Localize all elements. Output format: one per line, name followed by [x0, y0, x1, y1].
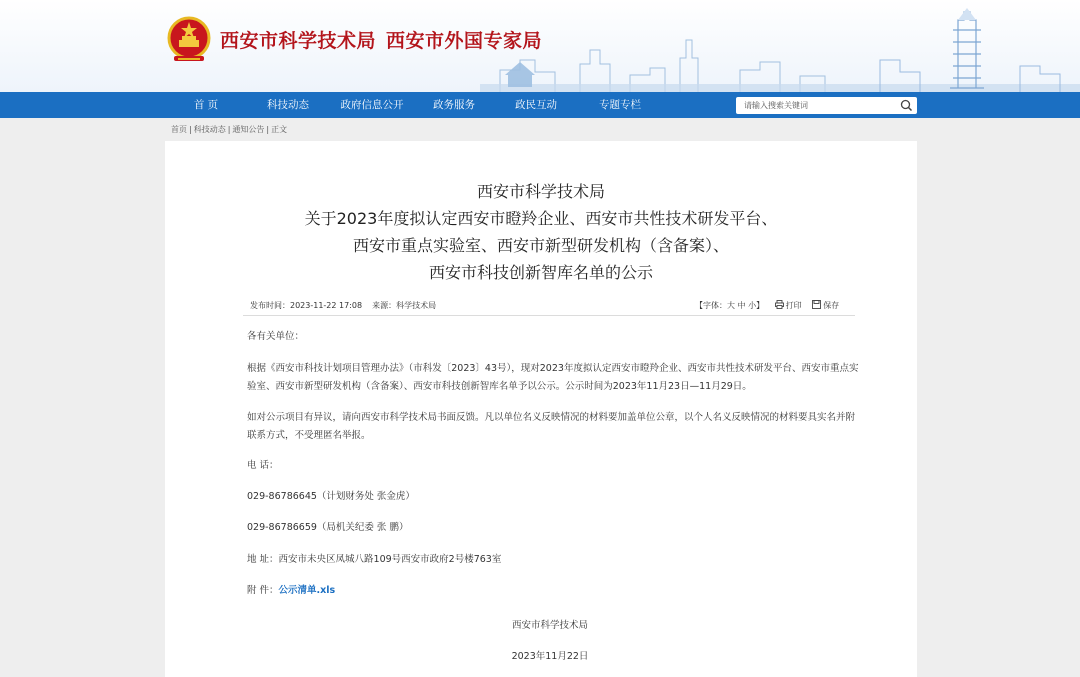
- signature: 西安市科学技术局: [511, 620, 588, 631]
- search-icon[interactable]: [900, 99, 913, 112]
- nav-gov-info[interactable]: 政府信息公开: [340, 99, 404, 111]
- city-skyline-decoration: [480, 0, 1080, 92]
- nav-special-topics[interactable]: 专题专栏: [599, 99, 641, 111]
- nav-home[interactable]: 首 页: [193, 99, 219, 111]
- phone-line-1: 029-86786645（计划财务处 张金虎）: [247, 491, 415, 502]
- search-box: [736, 97, 917, 114]
- article-title-line-2: 关于2023年度拟认定西安市瞪羚企业、西安市共性技术研发平台、: [304, 209, 778, 228]
- body-paragraph-1: 根据《西安市科技计划项目管理办法》（市科发〔2023〕43号），现对2023年度拟认定西安市瞪羚企业、西安市共性技术研发平台、西安市重点实验室、西安市新型研发机构（含备案）、西安市科技创新智库名单予以公示。公示时间为2023年11月23日—11月29日。: [247, 363, 859, 392]
- article-title-line-3: 西安市重点实验室、西安市新型研发机构（含备案）、: [352, 236, 729, 255]
- attachment-line: [247, 582, 859, 600]
- save-button[interactable]: 保存: [823, 301, 840, 310]
- site-title-primary: 西安市科学技术局: [220, 30, 377, 52]
- attachment-link[interactable]: 公示清单.xls: [278, 585, 336, 596]
- breadcrumb-current: 正文: [271, 125, 288, 134]
- nav-public-interaction[interactable]: 政民互动: [515, 99, 557, 111]
- site-header: [0, 0, 1080, 92]
- site-title-secondary: 西安市外国专家局: [386, 30, 543, 52]
- printer-icon[interactable]: [775, 300, 784, 309]
- main-nav-bar: [0, 92, 1080, 118]
- article-panel: [165, 141, 917, 677]
- search-input[interactable]: [744, 97, 894, 114]
- attachment-label: 附 件：: [247, 585, 279, 596]
- article-title-line-1: 西安市科学技术局: [476, 182, 605, 201]
- phone-label: 电 话：: [247, 460, 279, 471]
- breadcrumb-notices[interactable]: 通知公告: [232, 125, 265, 134]
- meta-divider: [243, 315, 855, 316]
- national-emblem-icon: [166, 16, 212, 64]
- publish-date: 2023年11月22日: [511, 651, 589, 662]
- site-title: [220, 26, 552, 53]
- nav-gov-services[interactable]: 政务服务: [433, 99, 475, 111]
- breadcrumb-tech-news[interactable]: 科技动态: [193, 125, 226, 134]
- font-size-switcher[interactable]: 【字体：大 中 小】: [695, 301, 765, 310]
- print-button[interactable]: 打印: [785, 301, 802, 310]
- phone-line-2: 029-86786659（局机关纪委 张 鹏）: [247, 522, 409, 533]
- address-line: 地 址：西安市未央区凤城八路109号西安市政府2号楼763室: [247, 554, 502, 565]
- article-source: 来源：科学技术局: [372, 301, 437, 310]
- body-paragraph-2: 如对公示项目有异议，请向西安市科学技术局书面反馈。凡以单位名义反映情况的材料要加盖单位公章，以个人名义反映情况的材料要具实名并附联系方式，不受理匿名举报。: [247, 412, 856, 441]
- salutation: 各有关单位：: [247, 331, 305, 342]
- publish-time: 发布时间：2023-11-22 17:08: [250, 301, 363, 310]
- save-icon[interactable]: [812, 300, 821, 309]
- nav-tech-news[interactable]: 科技动态: [267, 99, 309, 111]
- article-meta: [250, 300, 436, 311]
- article-title-line-4: 西安市科技创新智库名单的公示: [428, 263, 653, 282]
- article-tools: [695, 300, 839, 311]
- breadcrumb: 首页 | 科技动态 | 通知公告 | 正文: [171, 125, 288, 134]
- breadcrumb-home[interactable]: 首页: [171, 125, 187, 134]
